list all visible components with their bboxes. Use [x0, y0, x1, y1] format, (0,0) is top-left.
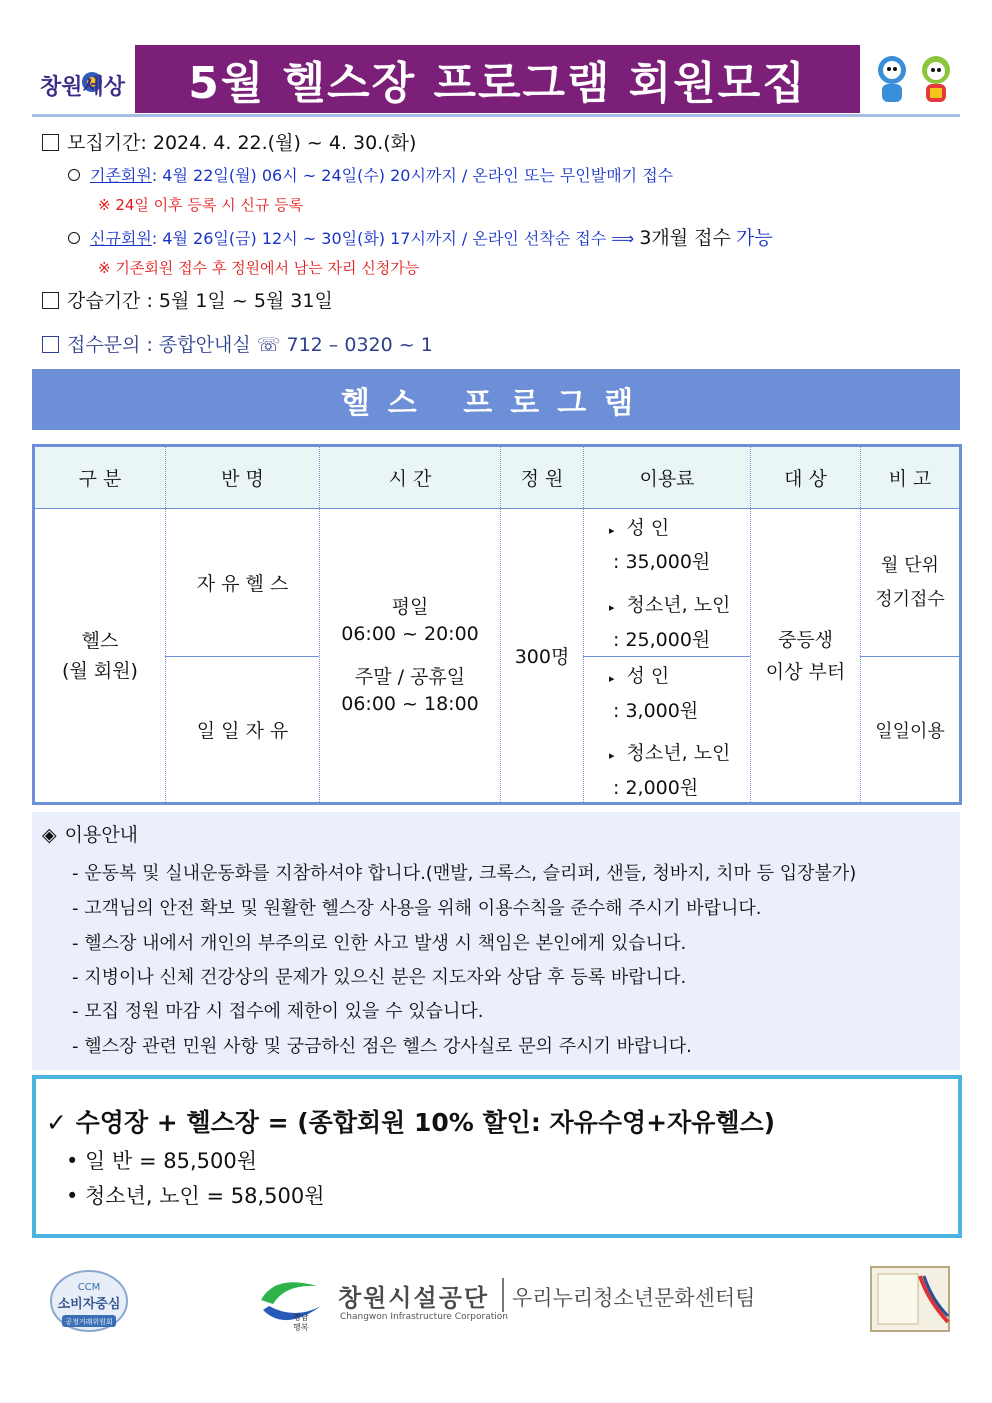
combo-youth-price: • 청소년, 노인 = 58,500원 [66, 1184, 325, 1208]
header-divider [32, 114, 960, 117]
existing-note: ※ 24일 이후 등록 시 신규 등록 [98, 196, 304, 214]
recruit-period [42, 128, 416, 155]
table-header: 반 명 [166, 447, 319, 508]
combo-membership-box [32, 1075, 962, 1238]
triangle-bullet-icon: ▸ [609, 524, 615, 537]
notice-item: - 고객님의 안전 확보 및 원활한 헬스장 사용을 위해 이용수칙을 준수해 주시기 바랍니다. [72, 898, 762, 919]
fee-price: : 35,000원 [613, 551, 711, 573]
triangle-bullet-icon: ▸ [609, 672, 615, 685]
table-header: 구 분 [35, 447, 165, 508]
category-sub: (월 회원) [62, 659, 138, 682]
svg-text:소비자중심: 소비자중심 [57, 1297, 121, 1312]
table-header: 시 간 [320, 447, 500, 508]
notice-item: - 운동복 및 실내운동화를 지참하셔야 합니다.(맨발, 크록스, 슬리퍼, 샌들, 청바지, 치마 등 입장불가) [72, 863, 857, 884]
table-header: 이용료 [584, 447, 750, 508]
svg-text:경남: 경남 [293, 1313, 309, 1322]
diamond-icon: ◈ [42, 824, 57, 846]
note-monthly: 월 단위 정기접수 [875, 554, 945, 610]
time-cell [320, 509, 500, 802]
circle-bullet-icon [68, 232, 80, 244]
header [32, 40, 960, 118]
weekend-hours: 06:00 ~ 18:00 [341, 692, 479, 715]
existing-text: : 4월 22일(월) 06시 ~ 24일(수) 20시까지 / 온라인 또는 무인발매기 접수 [151, 166, 674, 185]
new-possible: 가능 [735, 227, 773, 249]
fee-label: ▸ 성 인 [609, 665, 670, 687]
new-note: ※ 기존회원 접수 후 정원에서 남는 자리 신청가능 [98, 259, 420, 277]
program-table [32, 444, 962, 805]
mascot-icon [870, 52, 960, 108]
recruit-period-text: 모집기간: 2024. 4. 22.(월) ~ 4. 30.(화) [67, 132, 417, 154]
svg-text:공정거래위원회: 공정거래위원회 [65, 1318, 113, 1326]
team-name: 우리누리청소년문화센터팀 [512, 1286, 756, 1310]
notice-item: - 헬스장 내에서 개인의 부주의로 인한 사고 발생 시 책임은 본인에게 있습니다. [72, 933, 687, 954]
changwon-logo [40, 60, 140, 106]
usage-notice [32, 812, 960, 1070]
table-header: 대 상 [751, 447, 860, 508]
capacity-cell: 300명 [514, 646, 570, 668]
new-text: : 4월 26일(금) 12시 ~ 30일(화) 17시까지 / 온라인 선착순 접수 ⟹ [151, 229, 640, 248]
footer [0, 1262, 992, 1342]
weekday-hours: 06:00 ~ 20:00 [341, 622, 479, 645]
notice-heading: ◈ 이용안내 [42, 824, 139, 846]
fee-price: : 25,000원 [613, 629, 711, 651]
corp-english-name: Changwon Infrastructure Corporation [340, 1312, 508, 1322]
circle-bullet-icon [68, 169, 80, 181]
contact-text: 접수문의 : 종합안내실 ☏ 712 – 0320 ~ 1 [67, 334, 433, 356]
notice-item: - 지병이나 신체 건강상의 문제가 있으신 분은 지도자와 상담 후 등록 바랍니다. [72, 967, 687, 988]
ccm-badge-icon [48, 1268, 130, 1334]
corp-name: 창원시설공단 [338, 1284, 490, 1312]
notice-item: - 헬스장 관련 민원 사항 및 궁금하신 점은 헬스 강사실로 문의 주시기 바랍니다. [72, 1036, 692, 1057]
fee-label: ▸ 청소년, 노인 [609, 742, 731, 764]
existing-members [68, 163, 673, 186]
table-header: 정 원 [501, 447, 583, 508]
course-period [42, 286, 333, 313]
triangle-bullet-icon: ▸ [609, 601, 615, 614]
svg-text:CCM: CCM [77, 1282, 101, 1293]
fee-label: ▸ 청소년, 노인 [609, 594, 731, 616]
row-divider [583, 656, 750, 657]
service-quality-badge-icon [870, 1266, 950, 1332]
checkbox-square-icon [42, 134, 59, 151]
page-title: 5월 헬스장 프로그램 회원모집 [135, 45, 860, 113]
new-members [68, 223, 773, 250]
fee-price: : 3,000원 [613, 700, 699, 722]
svg-text:행복: 행복 [293, 1323, 309, 1332]
logo-text: 창원세상 [40, 75, 126, 100]
weekend-label: 주말 / 공휴일 [354, 665, 466, 688]
column-divider [583, 447, 584, 802]
class-free-health: 자 유 헬 스 [196, 573, 289, 595]
new-label: 신규회원 [90, 229, 152, 248]
footer-divider [502, 1278, 504, 1312]
table-header: 비 고 [861, 447, 959, 508]
corporation-logo-icon [255, 1270, 327, 1334]
target-line: 이상 부터 [765, 660, 846, 683]
weekday-label: 평일 [391, 595, 429, 618]
notice-item: - 모집 정원 마감 시 접수에 제한이 있을 수 있습니다. [72, 1001, 484, 1022]
contact-info [42, 330, 433, 357]
combo-title: ✓ 수영장 + 헬스장 = (종합회원 10% 할인: 자유수영+자유헬스) [46, 1108, 776, 1137]
target-line: 중등생 [777, 628, 834, 651]
target-cell [751, 509, 860, 802]
new-months: 3개월 접수 [639, 227, 731, 249]
combo-general-price: • 일 반 = 85,500원 [66, 1149, 258, 1173]
triangle-bullet-icon: ▸ [609, 749, 615, 762]
checkbox-square-icon [42, 292, 59, 309]
category-cell [35, 509, 165, 802]
existing-label: 기존회원 [90, 166, 152, 185]
note-daily: 일일이용 [875, 720, 945, 742]
checkbox-square-icon [42, 336, 59, 353]
fee-label: ▸ 성 인 [609, 517, 670, 539]
category-name: 헬스 [81, 629, 119, 652]
class-daily-free: 일 일 자 유 [196, 720, 289, 742]
course-period-text: 강습기간 : 5월 1일 ~ 5월 31일 [67, 290, 333, 312]
fee-price: : 2,000원 [613, 777, 699, 799]
program-banner: 헬스 프로그램 [32, 369, 960, 430]
